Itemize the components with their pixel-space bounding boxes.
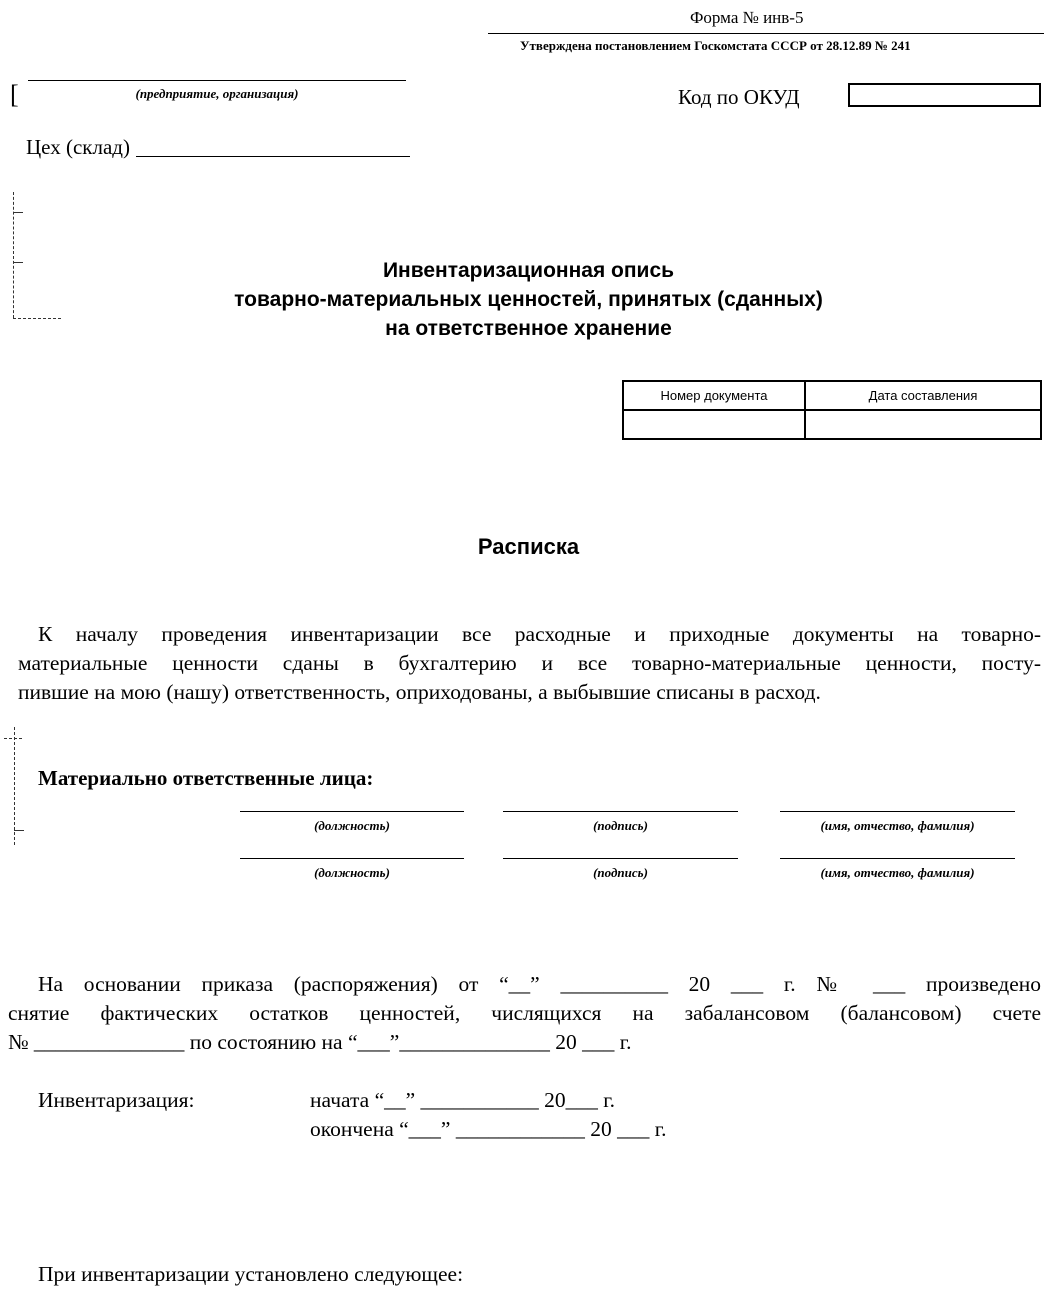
margin-tick (14, 830, 24, 831)
name-caption-1: (имя, отчество, фамилия) (820, 818, 975, 833)
shop-line[interactable] (136, 156, 410, 157)
receipt-heading: Расписка (477, 534, 580, 559)
signature-caption-1: (подпись) (593, 818, 648, 833)
approval-note: Утверждена постановлением Госкомстата СССР от 28.12.89 № 241 (520, 38, 911, 53)
position-caption-1: (должность) (314, 818, 390, 833)
findings-label: При инвентаризации установлено следующее: (38, 1262, 464, 1286)
inventory-label: Инвентаризация: (38, 1088, 195, 1112)
form-number: Форма № инв-5 (690, 8, 804, 27)
margin-mark (14, 727, 15, 845)
name-line-2[interactable] (780, 858, 1015, 859)
margin-tick (13, 212, 23, 213)
name-caption-2: (имя, отчество, фамилия) (820, 865, 975, 880)
doc-number-header: Номер документа (660, 388, 768, 403)
receipt-text-line2: материальные ценности сданы в бухгалтерию и все товарно-материальные ценности, посту- (18, 651, 1041, 675)
document-title-line2: товарно-материальных ценностей, принятых (сданных) (234, 288, 823, 311)
margin-tick (4, 738, 22, 739)
doc-date-header: Дата составления (868, 388, 978, 403)
okud-label: Код по ОКУД (678, 85, 800, 109)
signature-line-1[interactable] (503, 811, 738, 812)
inventory-finished: окончена “___” ____________ 20 ___ г. (310, 1117, 667, 1141)
shop-label: Цех (склад) (26, 135, 130, 159)
org-line (28, 80, 406, 81)
responsible-heading: Материально ответственные лица: (38, 766, 374, 790)
position-caption-2: (должность) (314, 865, 390, 880)
signature-caption-2: (подпись) (593, 865, 648, 880)
order-text-line3: № ______________ по состоянию на “___”______________ 20 ___ г. (8, 1030, 632, 1054)
document-table (622, 380, 1042, 440)
okud-field[interactable] (848, 83, 1041, 107)
order-text-line1: На основании приказа (распоряжения) от “__” __________ 20 ___ г. № ___ произведено (38, 972, 1041, 996)
order-text-line2: снятие фактических остатков ценностей, числящихся на забалансовом (балансовом) счете (8, 1001, 1041, 1025)
signature-line-2[interactable] (503, 858, 738, 859)
header-rule (488, 33, 1044, 34)
position-line-2[interactable] (240, 858, 464, 859)
bracket-mark: [ (10, 80, 19, 109)
document-title-line3: на ответственное хранение (385, 317, 672, 340)
inventory-started: начата “__” ___________ 20___ г. (310, 1088, 616, 1112)
name-line-1[interactable] (780, 811, 1015, 812)
org-caption: (предприятие, организация) (135, 86, 299, 101)
document-title-line1: Инвентаризационная опись (382, 259, 675, 282)
doc-date-cell[interactable] (806, 411, 1040, 438)
doc-number-cell[interactable] (624, 411, 804, 438)
receipt-text-line3: пившие на мою (нашу) ответственность, оприходованы, а выбывшие списаны в расход. (18, 680, 821, 704)
receipt-text-line1: К началу проведения инвентаризации все расходные и приходные документы на товарно- (38, 622, 1041, 646)
position-line-1[interactable] (240, 811, 464, 812)
